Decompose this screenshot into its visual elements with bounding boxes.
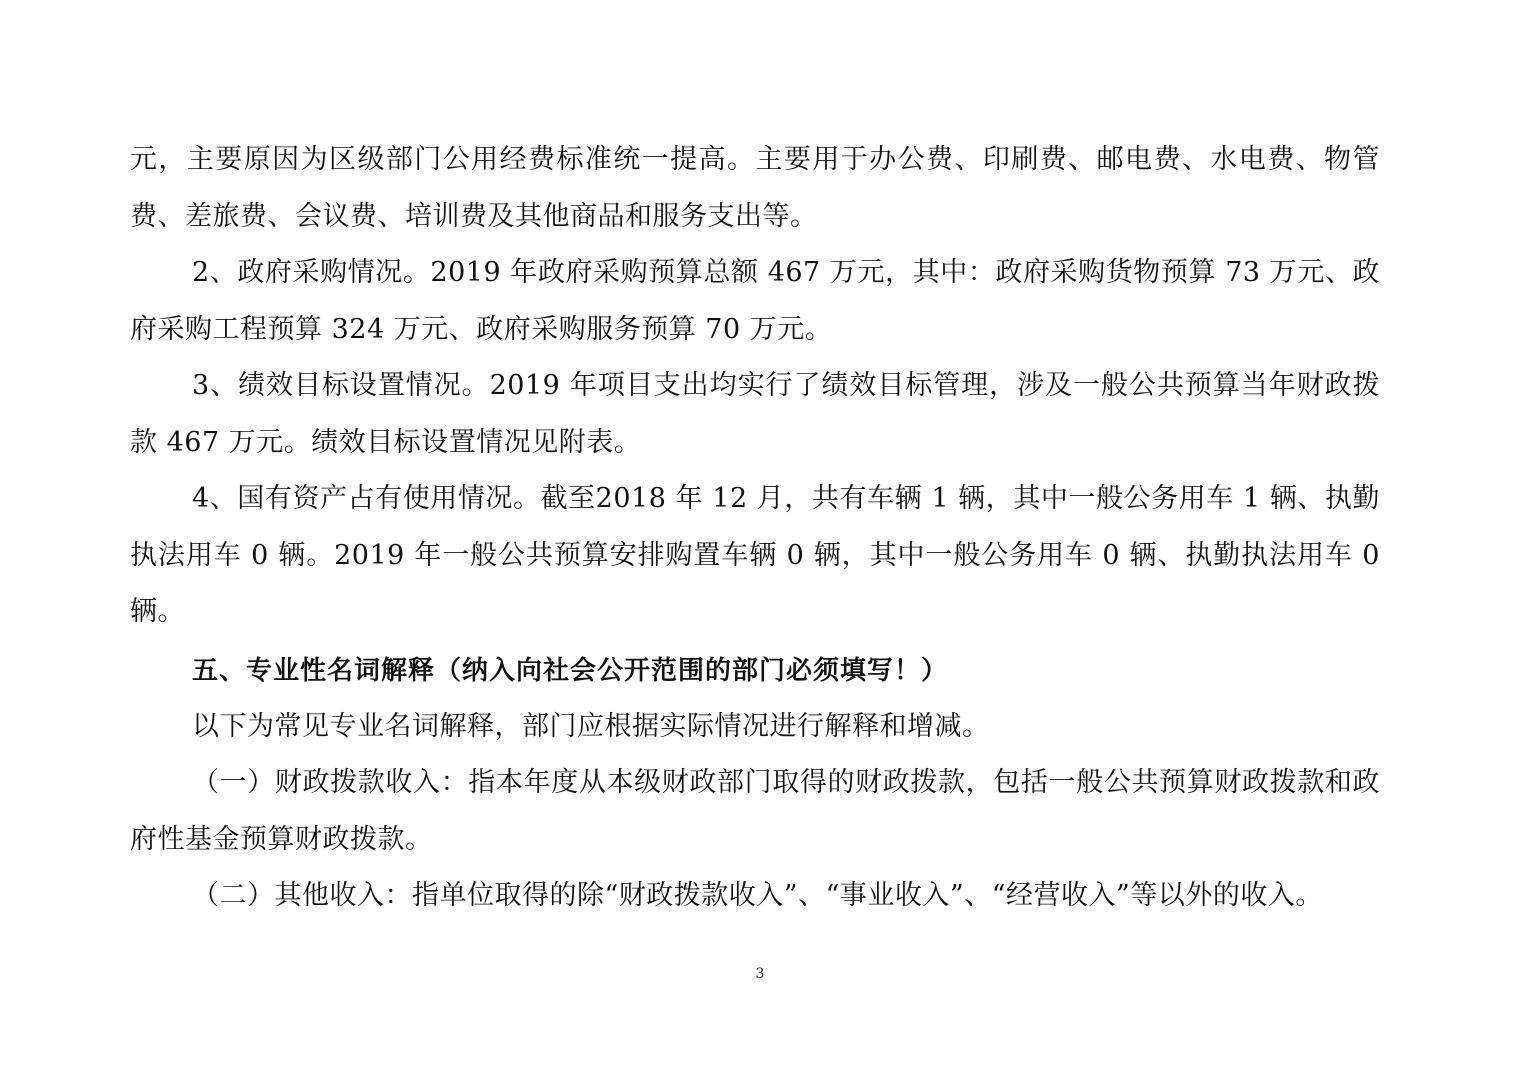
- section-heading: 五、专业性名词解释（纳入向社会公开范围的部门必须填写！）: [192, 655, 949, 686]
- paragraph-state-assets: 4、国有资产占有使用情况。截至2018 年 12 月，共有车辆 1 辆，其中一般公务用车 1 辆、执勤执法用车 0 辆。2019 年一般公共预算安排购置车辆 0 辆，其中一般公务用车 0 辆、执勤执法用车 0 辆。: [130, 483, 1380, 627]
- paragraph-performance-targets: 3、绩效目标设置情况。2019 年项目支出均实行了绩效目标管理，涉及一般公共预算当年财政拨款 467 万元。绩效目标设置情况见附表。: [130, 370, 1380, 458]
- paragraph-continuation: 元，主要原因为区级部门公用经费标准统一提高。主要用于办公费、印刷费、邮电费、水电费、物管费、差旅费、会议费、培训费及其他商品和服务支出等。: [130, 144, 1380, 232]
- definition-item: （二）其他收入：指单位取得的除“财政拨款收入”、“事业收入”、“经营收入”等以外的收入。: [192, 880, 1323, 911]
- definition-item: （一）财政拨款收入：指本年度从本级财政部门取得的财政拨款，包括一般公共预算财政拨款和政府性基金预算财政拨款。: [130, 767, 1380, 855]
- paragraph-intro: 以下为常见专业名词解释，部门应根据实际情况进行解释和增减。: [192, 710, 990, 742]
- paragraph-government-procurement: 2、政府采购情况。2019 年政府采购预算总额 467 万元，其中：政府采购货物预算 73 万元、政府采购工程预算 324 万元、政府采购服务预算 70 万元。: [130, 257, 1380, 345]
- page-number: 3: [755, 966, 765, 982]
- document-body: [130, 132, 1380, 925]
